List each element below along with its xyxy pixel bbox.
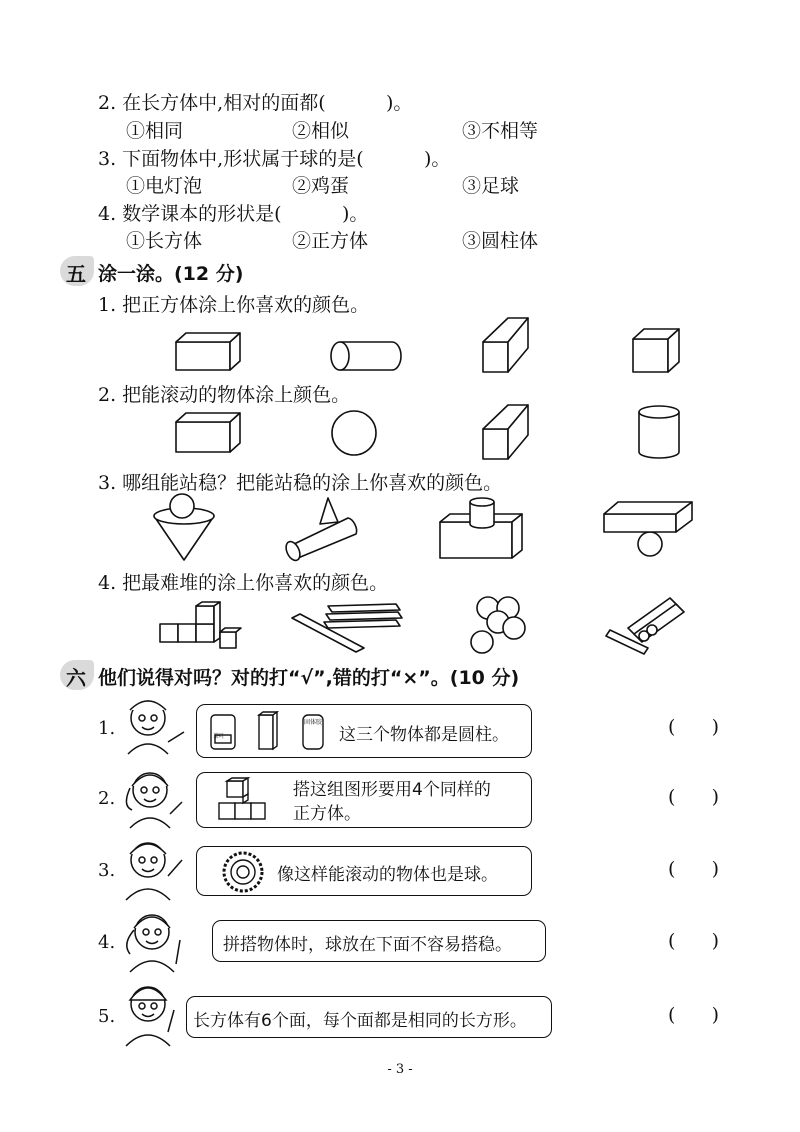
- stacked-cubes-group[interactable]: [156, 600, 244, 652]
- cube-shape[interactable]: [630, 326, 684, 376]
- cuboid-shape[interactable]: [168, 330, 248, 375]
- cylinder-lying-shape[interactable]: [330, 338, 410, 374]
- speech-bubble-3: [196, 846, 532, 896]
- cone-with-ball-group[interactable]: [150, 494, 222, 566]
- statement-5-text: 长方体有6个面，每个面都是相同的长方形。: [193, 1011, 527, 1031]
- statement-3-text: 像这样能滚动的物体也是球。: [277, 865, 498, 885]
- child-avatar-2: [118, 766, 190, 834]
- statement-1-number: 1.: [98, 718, 116, 739]
- question-3-option-2[interactable]: ②鸡蛋: [292, 175, 350, 197]
- question-4-option-1[interactable]: ①长方体: [126, 230, 203, 252]
- statement-4-number: 4.: [98, 932, 116, 953]
- question-2: 2. 在长方体中,相对的面都( )。: [98, 92, 413, 114]
- statement-5-number: 5.: [98, 1006, 116, 1027]
- speech-bubble-2: [196, 772, 532, 828]
- cylinders-group[interactable]: [604, 594, 690, 656]
- section-5-item-4: 4. 把最难堆的涂上你喜欢的颜色。: [98, 572, 389, 594]
- question-2-option-3[interactable]: ③不相等: [462, 120, 539, 142]
- question-2-option-1[interactable]: ①相同: [126, 120, 184, 142]
- section-6-number: 六: [66, 666, 86, 690]
- tall-cuboid-shape-2[interactable]: [480, 403, 540, 463]
- child-avatar-5: [118, 980, 190, 1052]
- child-avatar-3: [118, 836, 190, 906]
- statement-3-number: 3.: [98, 860, 116, 881]
- tire-icon: [221, 851, 265, 893]
- sphere-shape[interactable]: [330, 408, 382, 460]
- child-avatar-1: [118, 696, 190, 760]
- child-avatar-4: [118, 908, 190, 978]
- statement-4-answer-box[interactable]: ( ): [668, 930, 720, 952]
- section-5-item-3: 3. 哪组能站稳？把能站稳的涂上你喜欢的颜色。: [98, 472, 503, 494]
- question-2-option-2[interactable]: ②相似: [292, 120, 350, 142]
- cuboid-on-ball-group[interactable]: [600, 498, 696, 560]
- section-5-item-2: 2. 把能滚动的物体涂上颜色。: [98, 384, 351, 406]
- statement-1-text: 这三个物体都是圆柱。: [339, 725, 509, 745]
- statement-2-answer-box[interactable]: ( ): [668, 786, 720, 808]
- question-4-option-3[interactable]: ③圆柱体: [462, 230, 539, 252]
- speech-bubble-5: [186, 996, 552, 1038]
- cube-stack-illustration: [217, 777, 269, 825]
- statement-5-answer-box[interactable]: ( ): [668, 1004, 720, 1026]
- page-number: - 3 -: [387, 1062, 413, 1077]
- section-5-number: 五: [66, 262, 86, 286]
- question-3: 3. 下面物体中,形状属于球的是( )。: [98, 148, 451, 170]
- speech-bubble-1: [196, 704, 532, 758]
- can-label-glue: 固体胶: [304, 719, 323, 726]
- question-3-option-1[interactable]: ①电灯泡: [126, 175, 203, 197]
- can-label-tea: 茶叶: [213, 733, 226, 740]
- tall-cuboid-shape[interactable]: [480, 316, 540, 376]
- section-6-title: 他们说得对吗？对的打“√”,错的打“×”。(10 分): [98, 667, 520, 689]
- flat-boards-group[interactable]: [288, 600, 406, 654]
- section-5-title: 涂一涂。(12 分): [98, 263, 244, 285]
- cone-on-cylinder-group[interactable]: [280, 494, 366, 558]
- question-4: 4. 数学课本的形状是( )。: [98, 203, 369, 225]
- cylinder-standing-shape[interactable]: [636, 404, 684, 460]
- question-4-option-2[interactable]: ②正方体: [292, 230, 369, 252]
- section-5-item-1: 1. 把正方体涂上你喜欢的颜色。: [98, 294, 370, 316]
- cylinder-on-cuboid-group[interactable]: [436, 494, 526, 560]
- balls-group[interactable]: [464, 594, 536, 658]
- statement-4-text: 拼搭物体时，球放在下面不容易搭稳。: [223, 935, 512, 955]
- speech-bubble-4: [212, 920, 546, 962]
- statement-3-answer-box[interactable]: ( ): [668, 858, 720, 880]
- question-3-option-3[interactable]: ③足球: [462, 175, 520, 197]
- statement-2-number: 2.: [98, 788, 116, 809]
- statement-2-text: 搭这组图形要用4个同样的 正方体。: [293, 780, 491, 824]
- statement-1-answer-box[interactable]: ( ): [668, 716, 720, 738]
- cuboid-shape-2[interactable]: [168, 410, 248, 456]
